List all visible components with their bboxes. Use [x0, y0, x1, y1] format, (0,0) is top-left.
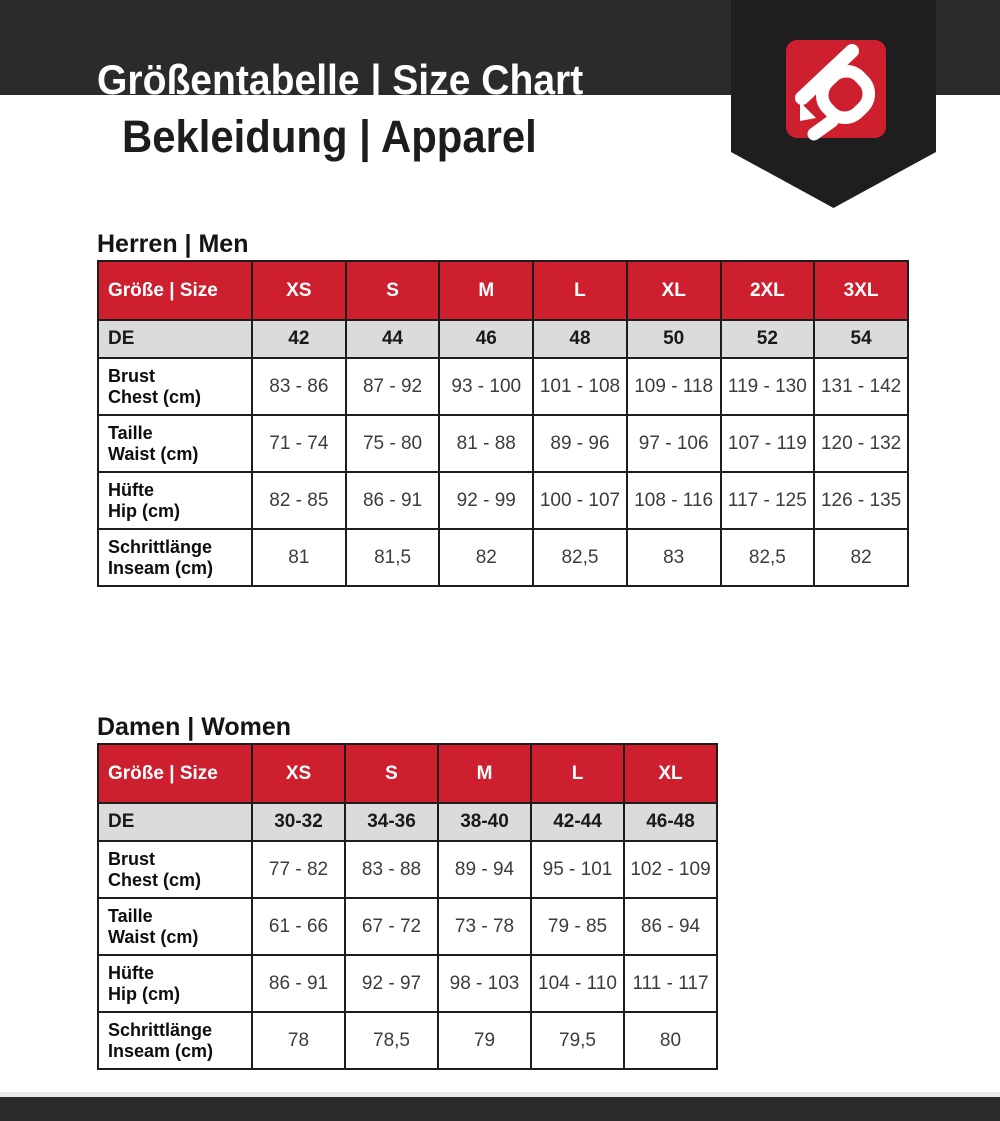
value-cell: 75 - 80 — [346, 415, 440, 472]
row-label — [98, 415, 252, 472]
value-cell: 42-44 — [531, 803, 624, 841]
row-label-primary: DE — [108, 811, 135, 832]
size-column-header: XL — [624, 744, 717, 803]
value-cell: 81 — [252, 529, 346, 586]
row-label — [98, 803, 252, 841]
value-cell: 46 — [439, 320, 533, 358]
row-label-secondary: Waist (cm) — [108, 926, 199, 947]
measurement-row — [98, 529, 908, 586]
row-label-primary: Hüfte — [108, 962, 154, 983]
row-label — [98, 955, 252, 1012]
value-cell: 52 — [721, 320, 815, 358]
value-cell: 83 - 88 — [345, 841, 438, 898]
value-cell: 73 - 78 — [438, 898, 531, 955]
value-cell: 108 - 116 — [627, 472, 721, 529]
value-cell: 82 - 85 — [252, 472, 346, 529]
value-cell: 83 - 86 — [252, 358, 346, 415]
value-cell: 86 - 91 — [346, 472, 440, 529]
size-column-header: XS — [252, 261, 346, 320]
size-column-header: 2XL — [721, 261, 815, 320]
value-cell: 67 - 72 — [345, 898, 438, 955]
value-cell: 50 — [627, 320, 721, 358]
row-label-primary: DE — [108, 328, 135, 349]
page-subtitle: Bekleidung | Apparel — [122, 111, 537, 162]
value-cell: 87 - 92 — [346, 358, 440, 415]
women-section-heading: Damen | Women — [97, 713, 292, 741]
value-cell: 80 — [624, 1012, 717, 1069]
row-label-secondary: Hip (cm) — [108, 983, 180, 1004]
value-cell: 46-48 — [624, 803, 717, 841]
value-cell: 83 — [627, 529, 721, 586]
value-cell: 77 - 82 — [252, 841, 345, 898]
value-cell: 97 - 106 — [627, 415, 721, 472]
value-cell: 101 - 108 — [533, 358, 627, 415]
size-column-title: Größe | Size — [98, 744, 252, 803]
row-label-secondary: Hip (cm) — [108, 500, 180, 521]
value-cell: 92 - 99 — [439, 472, 533, 529]
row-label-primary: Taille — [108, 905, 153, 926]
measurement-row — [98, 415, 908, 472]
size-column-header: L — [533, 261, 627, 320]
value-cell: 82,5 — [533, 529, 627, 586]
value-cell: 79 - 85 — [531, 898, 624, 955]
de-sizes-row — [98, 803, 717, 841]
value-cell: 98 - 103 — [438, 955, 531, 1012]
size-column-title: Größe | Size — [98, 261, 252, 320]
value-cell: 117 - 125 — [721, 472, 815, 529]
row-label-primary: Schrittlänge — [108, 1019, 213, 1040]
row-label-secondary: Waist (cm) — [108, 443, 199, 464]
measurement-row — [98, 358, 908, 415]
row-label-secondary: Inseam (cm) — [108, 557, 214, 578]
value-cell: 38-40 — [438, 803, 531, 841]
size-column-header: XS — [252, 744, 345, 803]
measurement-row — [98, 841, 717, 898]
size-column-header: XL — [627, 261, 721, 320]
value-cell: 71 - 74 — [252, 415, 346, 472]
row-label-secondary: Chest (cm) — [108, 386, 202, 407]
value-cell: 95 - 101 — [531, 841, 624, 898]
size-column-header: S — [346, 261, 440, 320]
row-label — [98, 358, 252, 415]
value-cell: 126 - 135 — [814, 472, 908, 529]
value-cell: 120 - 132 — [814, 415, 908, 472]
value-cell: 119 - 130 — [721, 358, 815, 415]
value-cell: 81,5 — [346, 529, 440, 586]
value-cell: 102 - 109 — [624, 841, 717, 898]
measurement-row — [98, 955, 717, 1012]
men-size-table — [97, 260, 909, 587]
value-cell: 61 - 66 — [252, 898, 345, 955]
value-cell: 81 - 88 — [439, 415, 533, 472]
size-column-header: S — [345, 744, 438, 803]
value-cell: 109 - 118 — [627, 358, 721, 415]
size-column-header: M — [439, 261, 533, 320]
size-column-header: L — [531, 744, 624, 803]
measurement-row — [98, 472, 908, 529]
row-label-secondary: Chest (cm) — [108, 869, 202, 890]
value-cell: 82 — [439, 529, 533, 586]
measurement-row — [98, 898, 717, 955]
value-cell: 86 - 91 — [252, 955, 345, 1012]
row-label-primary: Hüfte — [108, 479, 154, 500]
value-cell: 92 - 97 — [345, 955, 438, 1012]
value-cell: 89 - 94 — [438, 841, 531, 898]
value-cell: 107 - 119 — [721, 415, 815, 472]
row-label — [98, 898, 252, 955]
size-column-header: 3XL — [814, 261, 908, 320]
row-label — [98, 529, 252, 586]
value-cell: 30-32 — [252, 803, 345, 841]
value-cell: 34-36 — [345, 803, 438, 841]
row-label — [98, 320, 252, 358]
value-cell: 78,5 — [345, 1012, 438, 1069]
value-cell: 42 — [252, 320, 346, 358]
size-column-header: M — [438, 744, 531, 803]
row-label-secondary: Inseam (cm) — [108, 1040, 214, 1061]
brand-ribbon — [731, 0, 936, 210]
value-cell: 111 - 117 — [624, 955, 717, 1012]
men-section-heading: Herren | Men — [97, 230, 249, 258]
value-cell: 131 - 142 — [814, 358, 908, 415]
value-cell: 89 - 96 — [533, 415, 627, 472]
value-cell: 93 - 100 — [439, 358, 533, 415]
five-ten-logo-icon — [786, 40, 886, 138]
row-label — [98, 1012, 252, 1069]
value-cell: 79,5 — [531, 1012, 624, 1069]
value-cell: 48 — [533, 320, 627, 358]
de-sizes-row — [98, 320, 908, 358]
value-cell: 82 — [814, 529, 908, 586]
value-cell: 44 — [346, 320, 440, 358]
row-label-primary: Brust — [108, 365, 156, 386]
row-label-primary: Taille — [108, 422, 153, 443]
women-size-table — [97, 743, 718, 1070]
value-cell: 79 — [438, 1012, 531, 1069]
size-header-row — [98, 261, 908, 320]
value-cell: 86 - 94 — [624, 898, 717, 955]
row-label — [98, 472, 252, 529]
value-cell: 100 - 107 — [533, 472, 627, 529]
measurement-row — [98, 1012, 717, 1069]
size-header-row — [98, 744, 717, 803]
row-label-primary: Schrittlänge — [108, 536, 213, 557]
footer-bar — [0, 1097, 1000, 1121]
value-cell: 104 - 110 — [531, 955, 624, 1012]
page-title: Größentabelle | Size Chart — [97, 56, 584, 103]
row-label-primary: Brust — [108, 848, 156, 869]
row-label — [98, 841, 252, 898]
value-cell: 82,5 — [721, 529, 815, 586]
value-cell: 78 — [252, 1012, 345, 1069]
value-cell: 54 — [814, 320, 908, 358]
